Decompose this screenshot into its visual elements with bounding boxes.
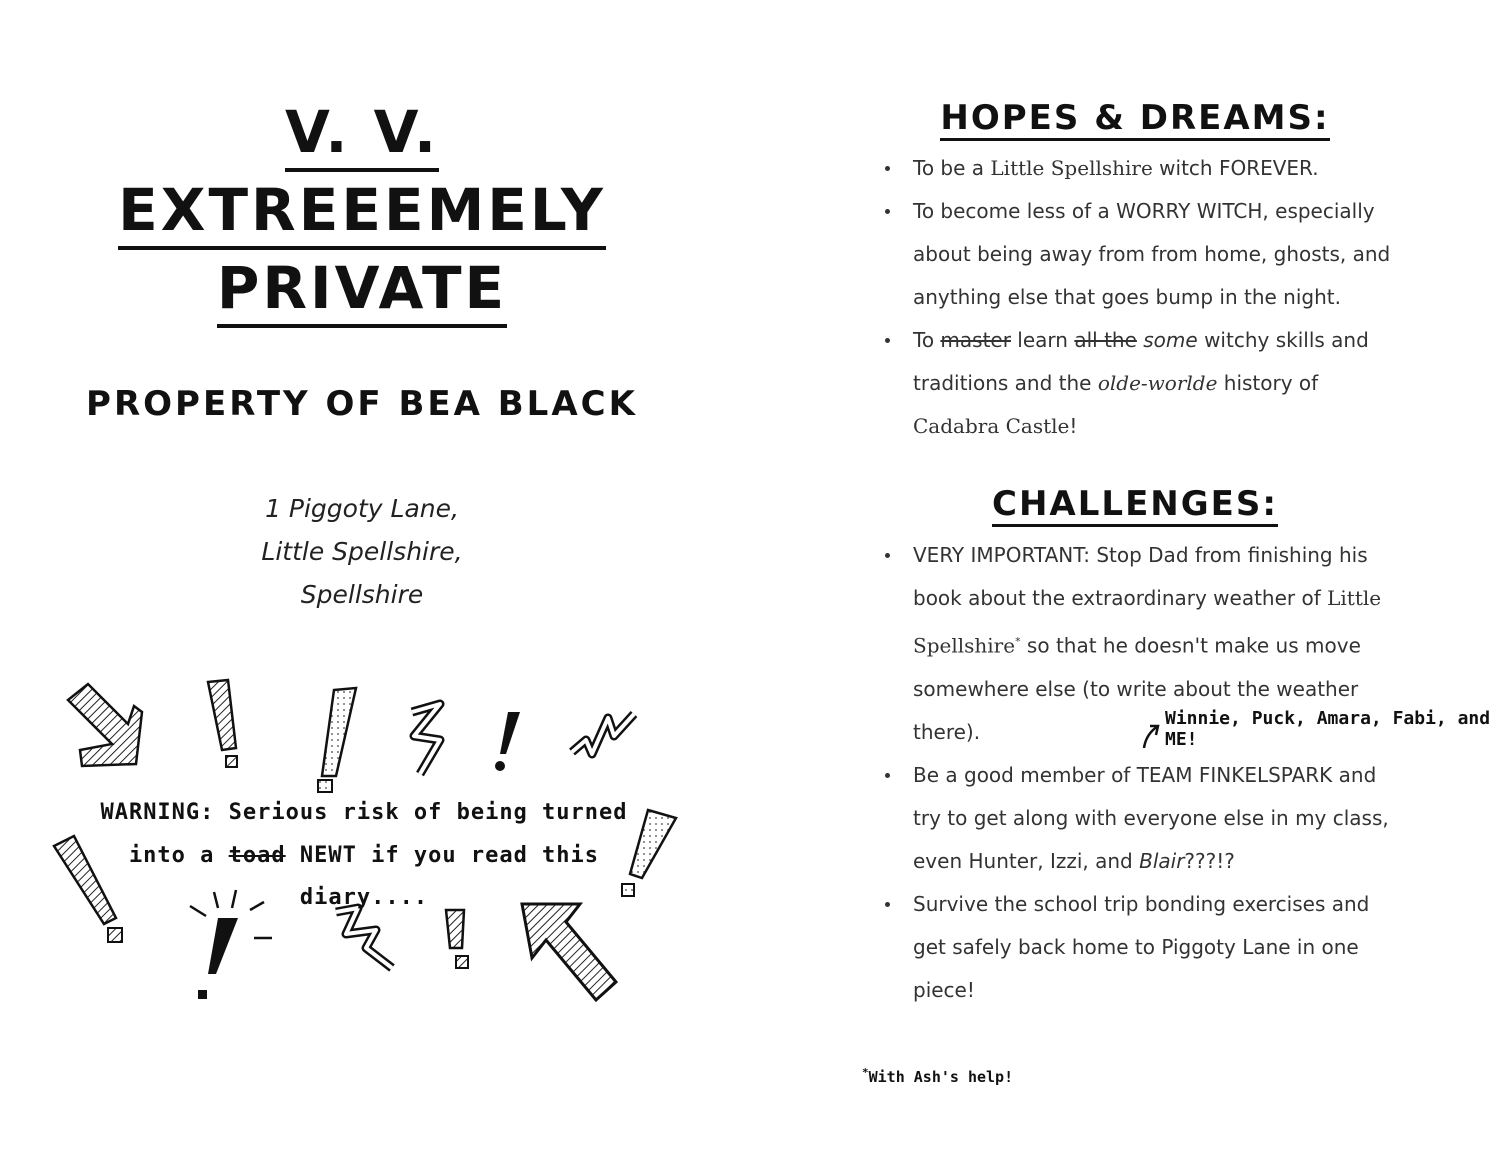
footnote: *With Ash's help! [862, 1066, 1014, 1086]
address-line-3: Spellshire [300, 580, 424, 609]
warning-line-1: WARNING: Serious risk of being turned [100, 800, 628, 825]
list-item: Be a good member of TEAM FINKELSPARK and try to get along with everyone else in my class, even Hunter, Izzi, and Blair???!? [880, 754, 1400, 883]
owner-label: PROPERTY OF BEA BLACK [86, 384, 638, 424]
hopes-heading: HOPES & DREAMS: [880, 98, 1390, 138]
list-item: To be a Little Spellshire witch FOREVER. [880, 147, 1400, 190]
title-line-3: PRIVATE [100, 254, 624, 322]
title-line-2: EXTREEEMELY [100, 176, 624, 244]
list-item: To become less of a WORRY WITCH, especially about being away from from home, ghosts, and anything else that goes bump in the night. [880, 190, 1400, 319]
list-item: Survive the school trip bonding exercises and get safely back home to Piggoty Lane in one piece! [880, 883, 1400, 1012]
title-line-1: V. V. [100, 98, 624, 166]
address-line-1: 1 Piggoty Lane, [265, 494, 459, 523]
margin-note: Winnie, Puck, Amara, Fabi, and ME! [1165, 708, 1491, 750]
list-item: To master learn all the some witchy skills and traditions and the olde-worlde history of Cadabra Castle! [880, 319, 1400, 448]
challenges-heading: CHALLENGES: [880, 484, 1390, 524]
address-line-2: Little Spellshire, [261, 537, 463, 566]
warning-line-2: into a toad NEWT if you read this diary.... [128, 843, 600, 910]
list-item: VERY IMPORTANT: Stop Dad from finishing his book about the extraordinary weather of Little Spellshire* so that he doesn't make us move somewhere else (to write about the weather there). [880, 534, 1400, 754]
struck-word: toad [228, 843, 286, 868]
